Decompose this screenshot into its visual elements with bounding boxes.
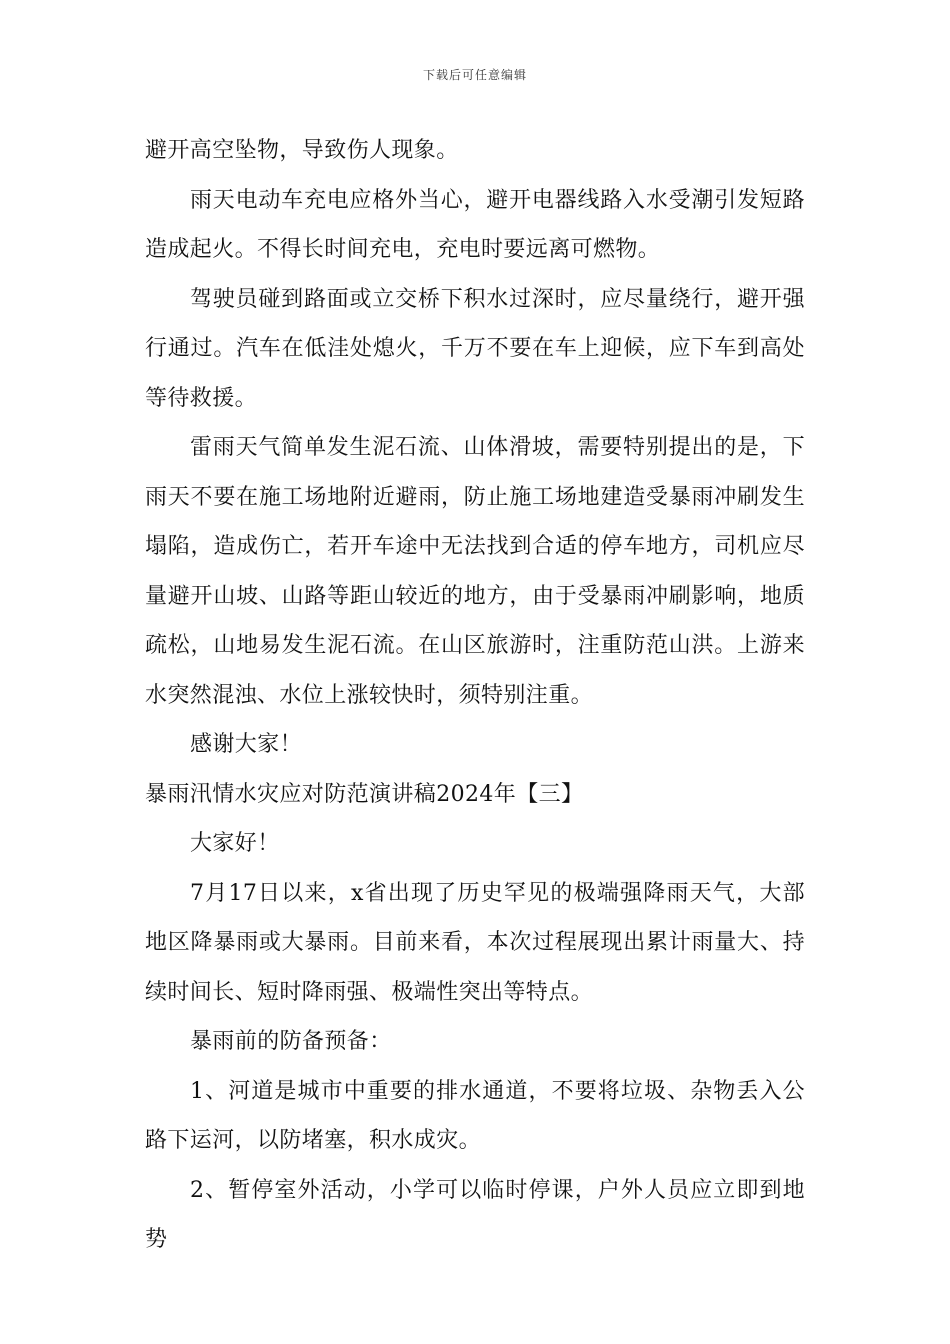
paragraph-3: 驾驶员碰到路面或立交桥下积水过深时，应尽量绕行，避开强行通过。汽车在低洼处熄火，千万不要在车上迎候，应下车到高处等待救援。 [145,286,805,411]
paragraph-8: 暴雨前的防备预备： [190,1029,392,1054]
paragraph-4: 雷雨天气简单发生泥石流、山体滑坡，需要特别提出的是，下雨天不要在施工场地附近避雨，防止施工场地建造受暴雨冲刷发生塌陷，造成伤亡，若开车途中无法找到合适的停车地方，司机应尽量避开山坡、山路等距山较近的地方，由于受暴雨冲刷影响，地质疏松，山地易发生泥石流。在山区旅游时，注重防范山洪。上游来水突然混浊、水位上涨较快时，须特别注重。 [145,435,805,708]
paragraph-5: 感谢大家！ [190,732,303,757]
paragraph-1: 避开高空坠物，导致伤人现象。 [145,138,459,163]
paragraph-7: 7月17日以来，x省出现了历史罕见的极端强降雨天气，大部地区降暴雨或大暴雨。目前来看，本次过程展现出累计雨量大、持续时间长、短时降雨强、极端性突出等特点。 [145,880,805,1005]
section-title: 暴雨汛情水灾应对防范演讲稿2024年【三】 [145,781,584,807]
paragraph-2: 雨天电动车充电应格外当心，避开电器线路入水受潮引发短路造成起火。不得长时间充电，充电时要远离可燃物。 [145,187,805,262]
paragraph-greeting: 大家好！ [190,831,280,856]
document-body [145,126,805,1265]
page-header-note: 下载后可任意编辑 [422,68,527,82]
paragraph-10: 2、暂停室外活动，小学可以临时停课，户外人员应立即到地势 [145,1177,805,1252]
paragraph-9: 1、河道是城市中重要的排水通道，不要将垃圾、杂物丢入公路下运河，以防堵塞，积水成灾。 [145,1078,805,1153]
